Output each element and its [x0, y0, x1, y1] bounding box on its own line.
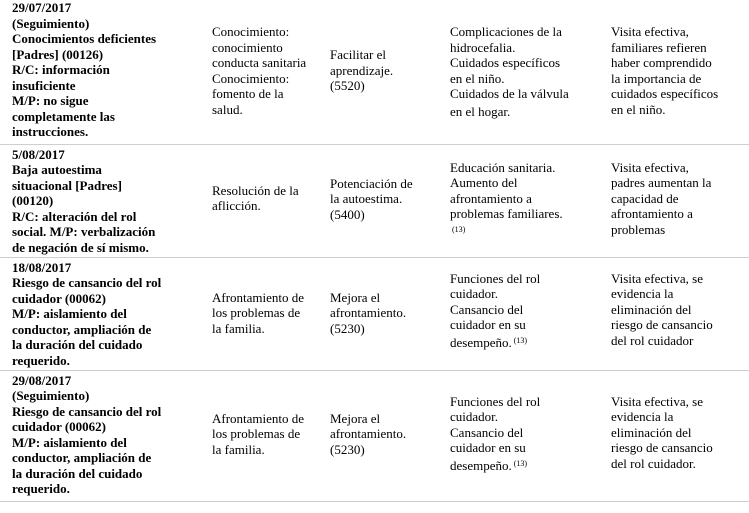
- activities-cell: [442, 257, 599, 370]
- evaluation-cell: [599, 257, 749, 370]
- reference-mark: (13): [513, 458, 528, 468]
- nic-cell: [326, 144, 442, 257]
- diagnosis-cell: 29/08/2017 (Seguimiento) Riesgo de cansancio del rol cuidador (00062) M/P: aislamiento del conductor, ampliación de la duración del cuidado requerido.: [0, 370, 200, 501]
- evaluation-text: Visita efectiva, se evidencia la eliminación del riesgo de cansancio del rol cuidador: [611, 270, 713, 348]
- table-row: [0, 144, 749, 257]
- evaluation-text: Visita efectiva, se evidencia la eliminación del riesgo de cansancio del rol cuidador.: [611, 393, 713, 471]
- evaluation-cell: [599, 370, 749, 501]
- table-row: [0, 257, 749, 370]
- nic-text: Mejora el afrontamiento. (5230): [330, 289, 407, 336]
- reference-mark: (13): [513, 335, 528, 345]
- activities-cell: [442, 144, 599, 257]
- noc-cell: [200, 257, 326, 370]
- diagnosis-cell: 5/08/2017 Baja autoestima situacional [Padres] (00120) R/C: alteración del rol social. M/P: verbalización de negación de sí mismo.: [0, 144, 200, 257]
- noc-cell: [200, 370, 326, 501]
- activities-text: Educación sanitaria. Aumento del afrontamiento a problemas familiares.: [450, 159, 563, 221]
- activities-text: Funciones del rol cuidador. Cansancio del cuidador en su desempeño.: [450, 393, 541, 473]
- noc-text: Afrontamiento de los problemas de la familia.: [212, 410, 305, 457]
- activities-text: Complicaciones de la hidrocefalia. Cuidados específicos en el niño. Cuidados de la válvula en el hogar.: [450, 24, 569, 119]
- noc-text: Resolución de la aflicción.: [212, 182, 299, 213]
- nic-text: Mejora el afrontamiento. (5230): [330, 410, 407, 457]
- nic-cell: [326, 370, 442, 501]
- evaluation-text: Visita efectiva, padres aumentan la capacidad de afrontamiento a problemas: [611, 159, 712, 237]
- nic-text: Potenciación de la autoestima. (5400): [330, 175, 413, 222]
- activities-text: Funciones del rol cuidador. Cansancio del cuidador en su desempeño.: [450, 270, 541, 350]
- evaluation-text: Visita efectiva, familiares refieren haber comprendido la importancia de cuidados específicos en el niño.: [611, 24, 719, 117]
- noc-cell: [200, 144, 326, 257]
- nic-cell: [326, 0, 442, 144]
- nic-cell: [326, 257, 442, 370]
- table-row: [0, 370, 749, 501]
- reference-mark: (13): [452, 224, 466, 234]
- diagnosis-cell: 29/07/2017 (Seguimiento) Conocimientos deficientes [Padres] (00126) R/C: información insuficiente M/P: no sigue completamente las instrucciones.: [0, 0, 200, 144]
- noc-text: Afrontamiento de los problemas de la familia.: [212, 289, 305, 336]
- evaluation-cell: [599, 144, 749, 257]
- table-row: [0, 0, 749, 144]
- nic-text: Facilitar el aprendizaje. (5520): [330, 47, 394, 93]
- noc-text: Conocimiento: conocimiento conducta sanitaria Conocimiento: fomento de la salud.: [212, 24, 307, 117]
- activities-cell: [442, 370, 599, 501]
- activities-cell: [442, 0, 599, 144]
- diagnosis-cell: 18/08/2017 Riesgo de cansancio del rol cuidador (00062) M/P: aislamiento del conductor, ampliación de la duración del cuidado requerido.: [0, 257, 200, 370]
- noc-cell: [200, 0, 326, 144]
- evaluation-cell: [599, 0, 749, 144]
